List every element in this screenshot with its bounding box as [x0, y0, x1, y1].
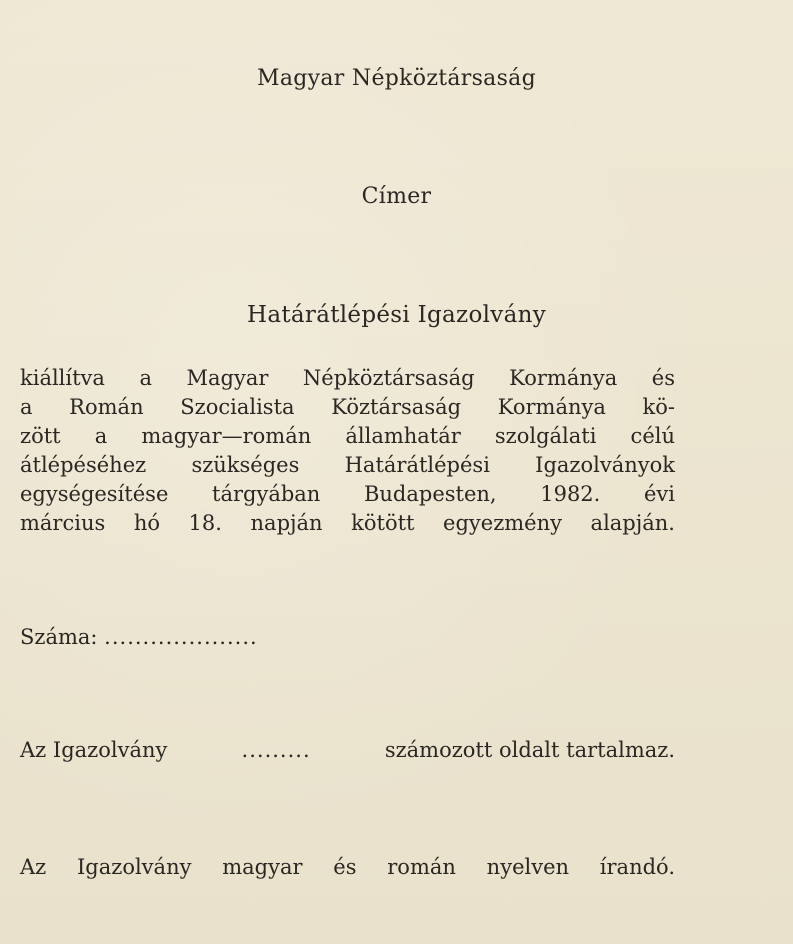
country-name: Magyar Népköztársaság	[257, 66, 536, 91]
paragraph-line: a Román Szocialista Köztársaság Kormánya kö-	[20, 395, 675, 419]
language-note-text: Az Igazolvány magyar és román nyelven írandó.	[20, 855, 675, 879]
number-label: Száma:	[20, 625, 98, 649]
document-title: Határátlépési Igazolvány	[246, 302, 546, 328]
page-count-suffix: számozott oldalt tartalmaz.	[384, 738, 675, 762]
paragraph-line: zött a magyar—román államhatár szolgálati célú	[20, 424, 675, 448]
paragraph-line: egységesítése tárgyában Budapesten, 1982. évi	[20, 482, 675, 506]
legal-basis-paragraph	[20, 364, 675, 538]
coat-of-arms-label: Címer	[361, 184, 432, 209]
page-count-field	[20, 738, 675, 762]
number-field	[20, 625, 258, 649]
page-count-fill-line: .........	[241, 738, 311, 762]
paragraph-line: átlépéséhez szükséges Határátlépési Igazolványok	[20, 453, 675, 477]
page-count-prefix: Az Igazolvány	[20, 738, 168, 762]
paragraph-line: március hó 18. napján kötött egyezmény alapján.	[20, 511, 675, 535]
paragraph-line: kiállítva a Magyar Népköztársaság Kormánya és	[20, 366, 675, 390]
language-note	[20, 855, 675, 879]
number-fill-line: ....................	[104, 625, 258, 649]
